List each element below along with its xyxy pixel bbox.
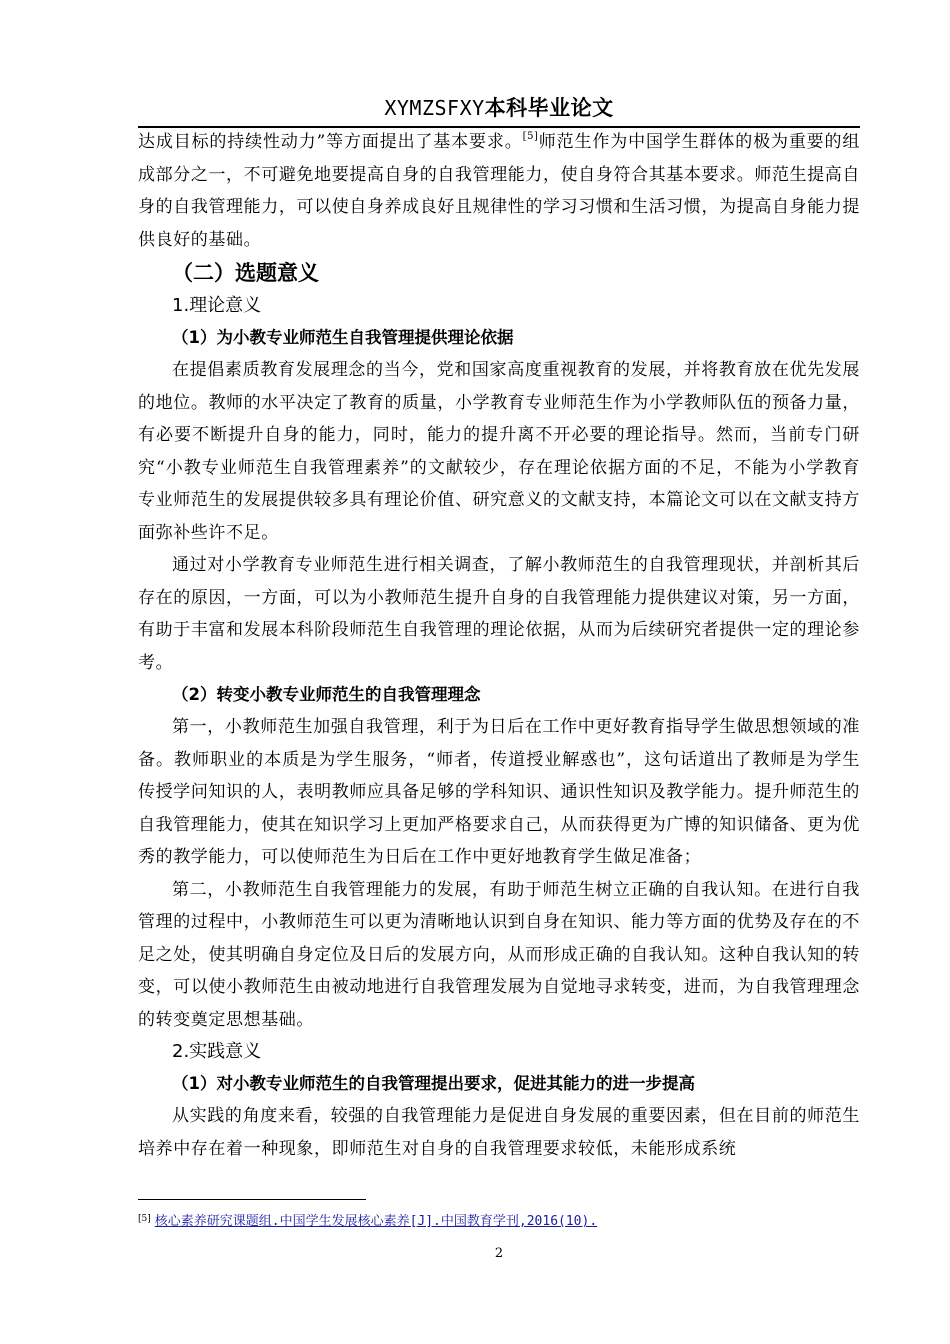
footnote-mark: [5]: [138, 1214, 151, 1224]
citation-ref[interactable]: [5]: [522, 131, 539, 142]
paragraph: 在提倡素质教育发展理念的当今，党和国家高度重视教育的发展，并将教育放在优先发展的地位。教师的水平决定了教育的质量，小学教育专业师范生作为小学教师队伍的预备力量，有必要不断提升自身的能力，同时，能力的提升离不开必要的理论指导。然而，当前专门研究“小教专业师范生自我管理素养”的文献较少，存在理论依据方面的不足，不能为小学教育专业师范生的发展提供较多具有理论价值、研究意义的文献支持，本篇论文可以在文献支持方面弥补些许不足。: [138, 360, 860, 543]
sub-subsection-heading: （1）为小教专业师范生自我管理提供理论依据: [172, 328, 514, 347]
page-number: 2: [494, 1246, 504, 1261]
sub-subsection-heading: （2）转变小教专业师范生的自我管理理念: [172, 685, 481, 704]
section-heading: （二）选题意义: [172, 261, 319, 285]
page-header: [138, 90, 860, 128]
subsection-heading: 1.理论意义: [172, 295, 262, 316]
paragraph: 第二，小教师范生自我管理能力的发展，有助于师范生树立正确的自我认知。在进行自我管理的过程中，小教师范生可以更为清晰地认识到自身在知识、能力等方面的优势及存在的不足之处，使其明确自身定位及日后的发展方向，从而形成正确的自我认知。这种自我认知的转变，可以使小教师范生由被动地进行自我管理发展为自觉地寻求转变，进而，为自我管理理念的转变奠定思想基础。: [138, 879, 860, 1030]
sub-subsection-heading: （1）对小教专业师范生的自我管理提出要求，促进其能力的进一步提高: [172, 1074, 695, 1093]
footnote-divider: [138, 1199, 366, 1200]
footnote: [138, 1209, 860, 1232]
footnote-link[interactable]: 核心素养研究课题组.中国学生发展核心素养[J].中国教育学刊,2016(10).: [154, 1214, 598, 1229]
paragraph: 第一，小教师范生加强自我管理，利于为日后在工作中更好教育指导学生做思想领域的准备。教师职业的本质是为学生服务，“师者，传道授业解惑也”，这句话道出了教师是为学生传授学问知识的人，表明教师应具备足够的学科知识、通识性知识及教学能力。提升师范生的自我管理能力，使其在知识学习上更加严格要求自己，从而获得更为广博的知识储备、更为优秀的教学能力，可以使师范生为日后在工作中更好地教育学生做足准备；: [138, 717, 860, 867]
paragraph-text: 师范生作为中国学生群体的极为重要的组成部分之一，不可避免地要提高自身的自我管理能力，使自身符合其基本要求。师范生提高自身的自我管理能力，可以使自身养成良好且规律性的学习习惯和生活习惯，为提高自身能力提供良好的基础。: [138, 132, 860, 250]
header-title: 本科毕业论文: [484, 96, 614, 120]
paragraph: 通过对小学教育专业师范生进行相关调查，了解小教师范生的自我管理现状，并剖析其后存在的原因，一方面，可以为小教师范生提升自身的自我管理能力提供建议对策，另一方面，有助于丰富和发展本科阶段师范生自我管理的理论依据，从而为后续研究者提供一定的理论参考。: [138, 555, 860, 673]
paragraph-text: 达成目标的持续性动力”等方面提出了基本要求。: [138, 132, 523, 152]
paragraph-continued: [138, 126, 860, 256]
header-code: XYMZSFXY: [384, 96, 485, 120]
paragraph: 从实践的角度来看，较强的自我管理能力是促进自身发展的重要因素，但在目前的师范生培养中存在着一种现象，即师范生对自身的自我管理要求较低，未能形成系统: [138, 1106, 860, 1159]
subsection-heading: 2.实践意义: [172, 1041, 262, 1062]
body-text: [138, 126, 860, 1165]
